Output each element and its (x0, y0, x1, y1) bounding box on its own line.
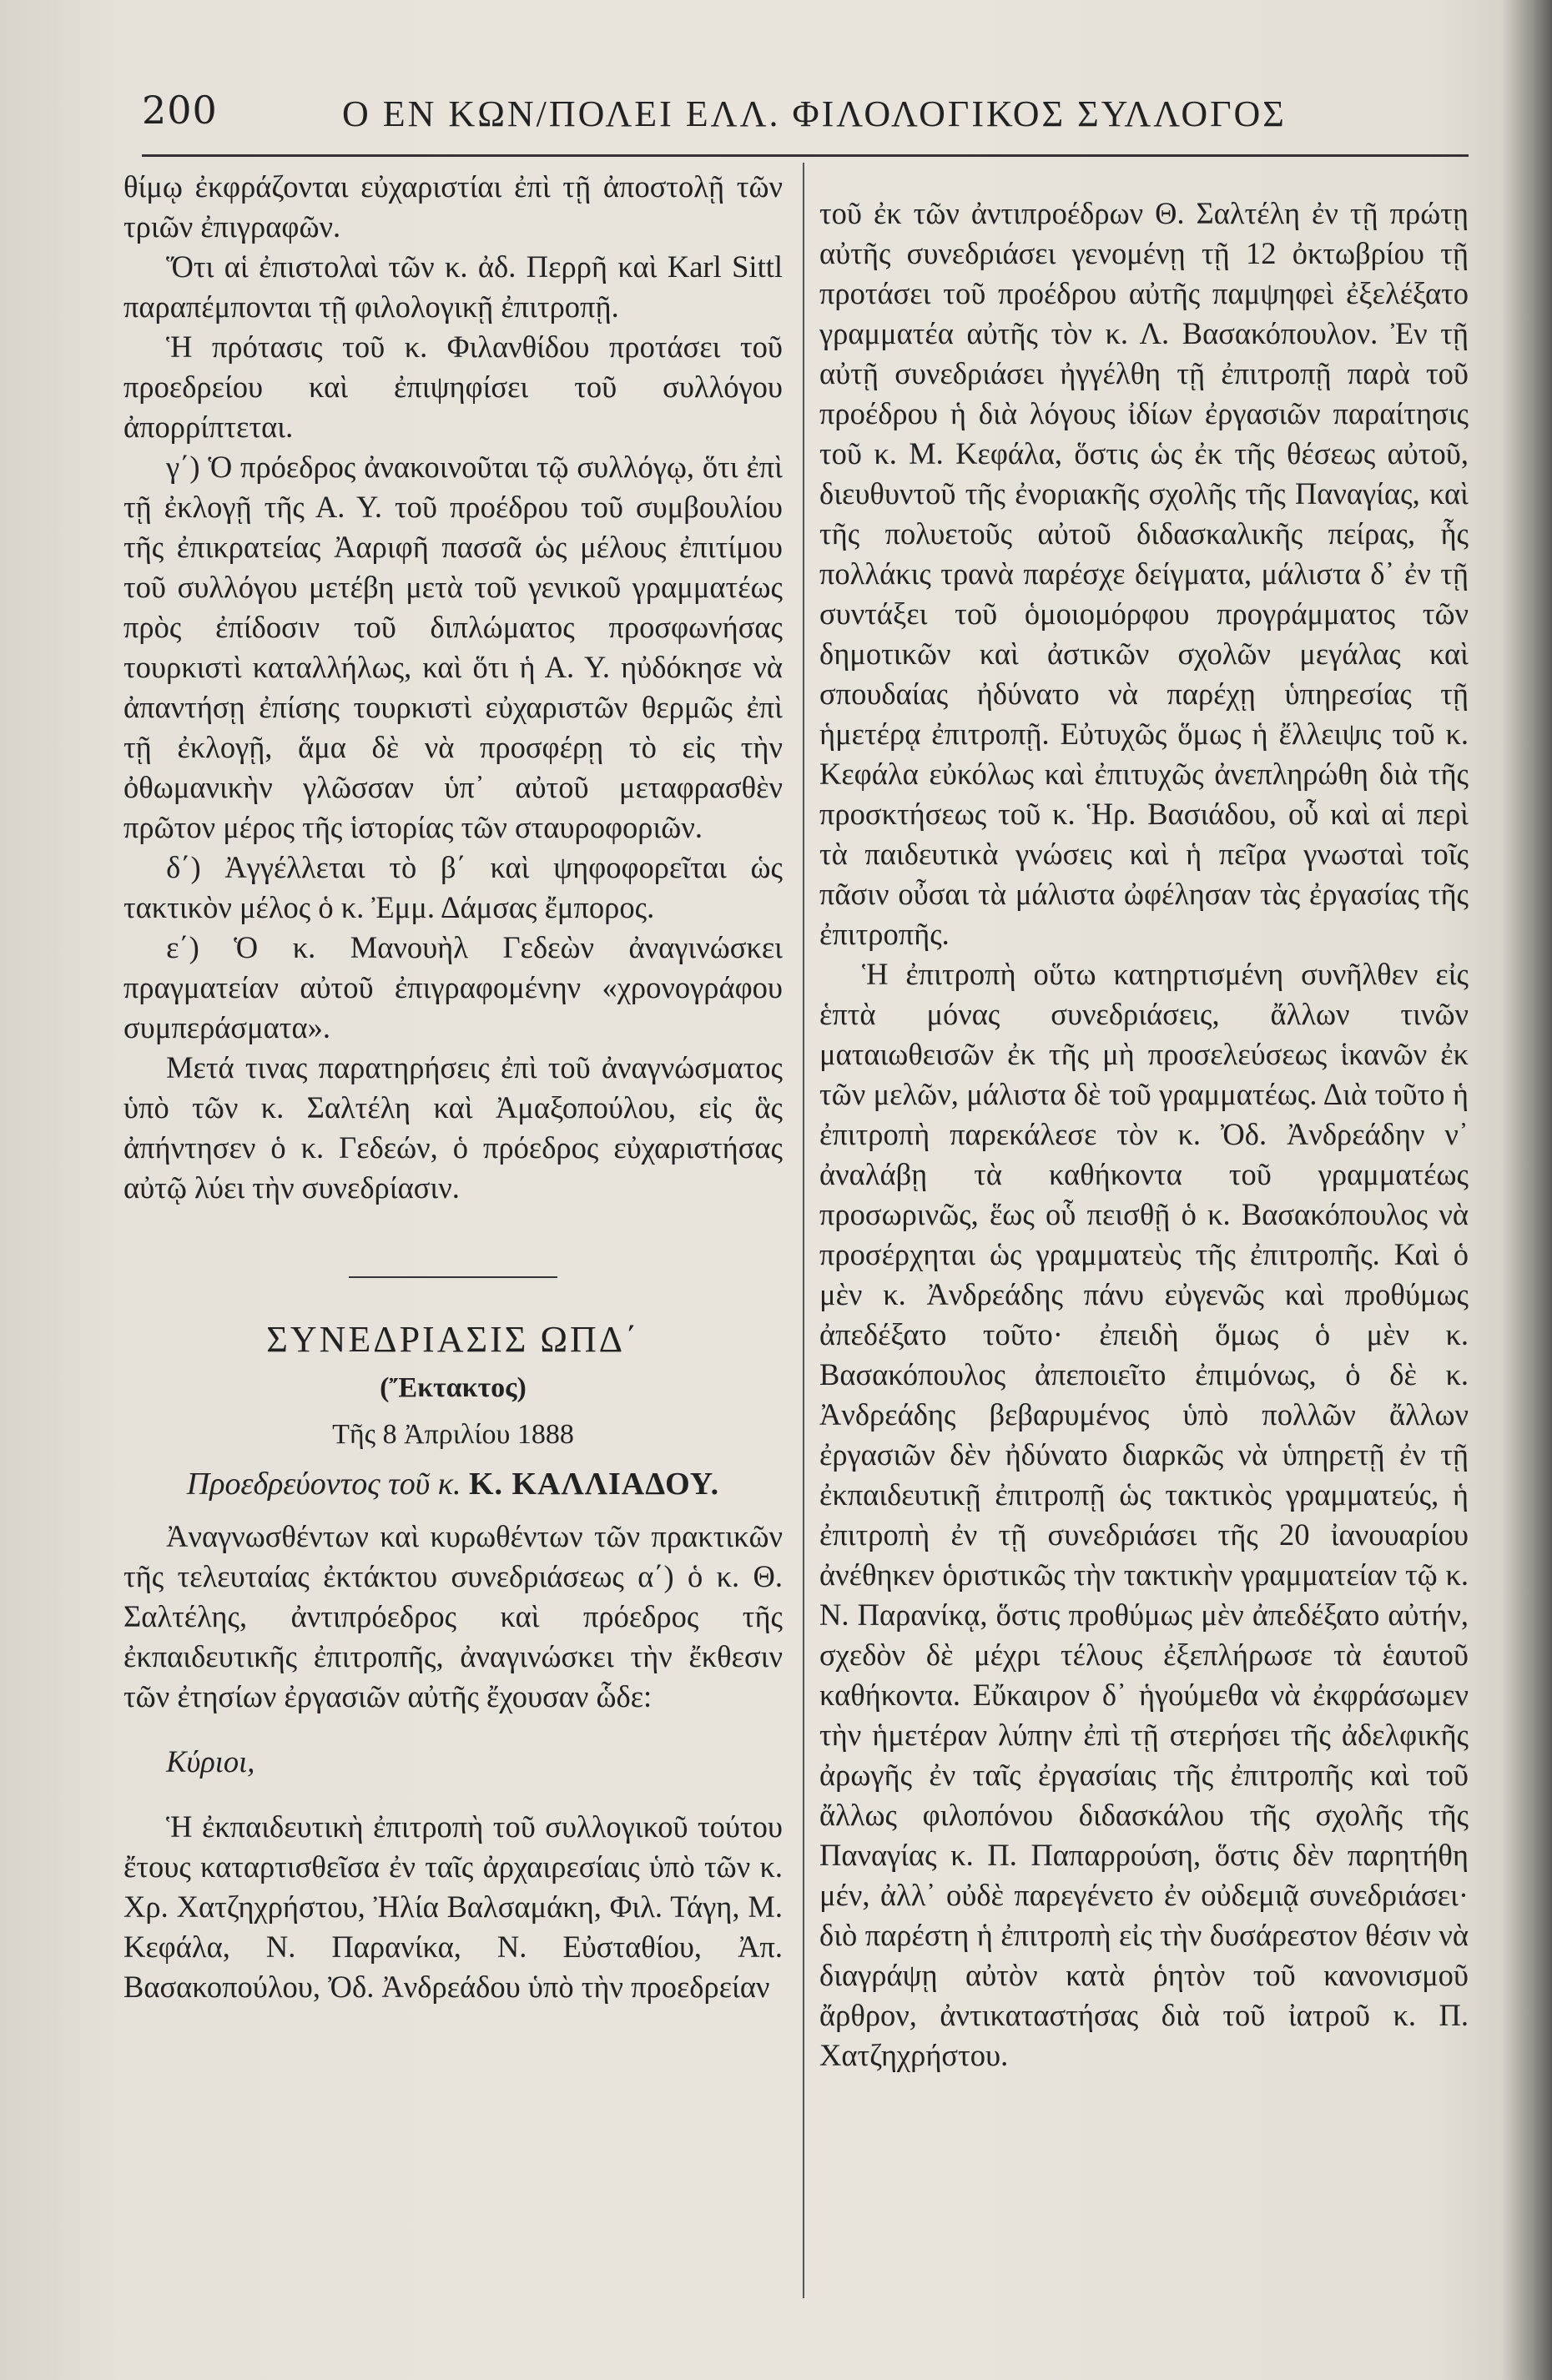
page-header (142, 88, 1460, 146)
paragraph: γ΄) Ὁ πρόεδρος ἀνακοινοῦται τῷ συλλόγῳ, ὅτι ἐπὶ τῇ ἐκλογῇ τῆς Α. Υ. τοῦ προέδρου τοῦ συμβουλίου τῆς ἐπικρατείας Ἀαριφῆ πασσᾶ ὡς μέλους ἐπιτίμου τοῦ συλλόγου μετέβη μετὰ τοῦ γενικοῦ γραμματέως πρὸς ἐπίδοσιν τοῦ διπλώματος προσφωνήσας τουρκιστὶ καταλλήλως, καὶ ὅτι ἡ Α. Υ. ηὐδόκησε νὰ ἀπαντήσῃ ἐπίσης τουρκιστὶ εὐχαριστῶν θερμῶς ἐπὶ τῇ ἐκλογῇ, ἅμα δὲ νὰ προσφέρῃ τὸ εἰς τὴν ὀθωμανικὴν γλῶσσαν ὑπ᾽ αὐτοῦ μεταφρασθὲν πρῶτον μέρος τῆς ἱστορίας τῶν σταυροφοριῶν. (123, 450, 783, 844)
paragraph: Ὅτι αἱ ἐπιστολαὶ τῶν κ. ἀδ. Περρῆ καὶ Karl Sittl παραπέμπονται τῇ φιλολογικῇ ἐπιτροπῇ. (123, 249, 783, 324)
column-divider (803, 163, 804, 2298)
page-number: 200 (142, 88, 218, 133)
chair-name: Κ. ΚΑΛΛΙΑΔΟΥ. (468, 1467, 720, 1502)
paragraph: Μετά τινας παρατηρήσεις ἐπὶ τοῦ ἀναγνώσματος ὑπὸ τῶν κ. Σαλτέλη καὶ Ἀμαξοπούλου, εἰς ἃς ἀπήντησεν ὁ κ. Γεδεών, ὁ πρόεδρος εὐχαριστήσας αὐτῷ λύει τὴν συνεδρίασιν. (123, 1050, 783, 1205)
paragraph: θίμῳ ἐκφράζονται εὐχαριστίαι ἐπὶ τῇ ἀποστολῇ τῶν τριῶν ἐπιγραφῶν. (123, 169, 783, 244)
section-chair (123, 1458, 783, 1510)
salutation: Κύριοι, (166, 1744, 255, 1779)
section-subtitle: (Ἔκτακτος) (380, 1372, 527, 1403)
header-rule (142, 154, 1469, 157)
paragraph: Ἡ πρότασις τοῦ κ. Φιλανθίδου προτάσει τοῦ προεδρείου καὶ ἐπιψηφίσει τοῦ συλλόγου ἀπορρίπτεται. (123, 330, 783, 444)
paragraph: Ἡ ἐκπαιδευτικὴ ἐπιτροπὴ τοῦ συλλογικοῦ τούτου ἔτους καταρτισθεῖσα ἐν ταῖς ἀρχαιρεσίαις ὑπὸ τῶν κ. Χρ. Χατζηχρήστου, Ἠλία Βαλσαμάκη, Φιλ. Τάγη, Μ. Κεφάλα, Ν. Παρανίκα, Ν. Εὐσταθίου, Ἀπ. Βασακοπούλου, Ὀδ. Ἀνδρεάδου ὑπὸ τὴν προεδρείαν (123, 1809, 783, 2004)
paragraph: Ἡ ἐπιτροπὴ οὕτω κατηρτισμένη συνῆλθεν εἰς ἑπτὰ μόνας συνεδριάσεις, ἄλλων τινῶν ματαιωθεισῶν ἐκ τῆς μὴ προσελεύσεως ἱκανῶν ἐκ τῶν μελῶν, μάλιστα δὲ τοῦ γραμματέως. Διὰ τοῦτο ἡ ἐπιτροπὴ παρεκάλεσε τὸν κ. Ὀδ. Ἀνδρεάδην ν᾽ ἀναλάβῃ τὰ καθήκοντα τοῦ γραμματέως προσωρινῶς, ἕως οὗ πεισθῇ ὁ κ. Βασακόπουλος νὰ προσέρχηται ὡς γραμματεὺς τῆς ἐπιτροπῆς. Καὶ ὁ μὲν κ. Ἀνδρεάδης πάνυ εὐγενῶς καὶ προθύμως ἀπεδέξατο τοῦτο· ἐπειδὴ ὅμως ὁ μὲν κ. Βασακόπουλος ἀπεποιεῖτο ἐπιμόνως, ὁ δὲ κ. Ἀνδρεάδης βεβαρυμένος ὑπὸ πολλῶν ἄλλων ἐργασιῶν δὲν ἠδύνατο διαρκῶς νὰ ὑπηρετῇ ἐν τῇ ἐκπαιδευτικῇ ἐπιτροπῇ ὡς τακτικὸς γραμματεύς, ἡ ἐπιτροπὴ ἐν τῇ συνεδριάσει τῆς 20 ἰανουαρίου ἀνέθηκεν ὁριστικῶς τὴν τακτικὴν γραμματείαν τῷ κ. Ν. Παρανίκᾳ, ὅστις προθύμως μὲν ἀπεδέξατο αὐτήν, σχεδὸν δὲ μέχρι τέλους ἐξεπλήρωσε τὰ ἑαυτοῦ καθήκοντα. Εὔκαιρον δ᾽ ἡγούμεθα νὰ ἐκφράσωμεν τὴν ἡμετέραν λύπην ἐπὶ τῇ στερήσει τῆς ἀδελφικῆς ἀρωγῆς ἐν ταῖς ἐργασίαις τῆς ἐπιτροπῆς καὶ τοῦ ἄλλως φιλοπόνου διδασκάλου τῆς σχολῆς τῆς Παναγίας κ. Π. Παπαρρούση, ὅστις δὲν παρητήθη μέν, ἀλλ᾽ οὐδὲ παρεγένετο ἐν οὐδεμιᾷ συνεδριάσει· διὸ παρέστη ἡ ἐπιτροπὴ εἰς τὴν δυσάρεστον θέσιν νὰ διαγράψῃ αὐτὸν κατὰ ῥητὸν τοῦ κανονισμοῦ ἄρθρον, ἀντικαταστήσας διὰ τοῦ ἰατροῦ κ. Π. Χατζηχρήστου. (819, 957, 1469, 2072)
paragraph: τοῦ ἐκ τῶν ἀντιπροέδρων Θ. Σαλτέλη ἐν τῇ πρώτῃ αὐτῆς συνεδριάσει γενομένῃ τῇ 12 ὀκτωβρίου τῇ προτάσει τοῦ προέδρου αὐτῆς παμψηφεὶ ἐξελέξατο γραμματέα αὐτῆς τὸν κ. Λ. Βασακόπουλον. Ἐν τῇ αὐτῇ συνεδριάσει ἠγγέλθη τῇ ἐπιτροπῇ παρὰ τοῦ προέδρου ἡ διὰ λόγους ἰδίων ἐργασιῶν παραίτησις τοῦ κ. Μ. Κεφάλα, ὅστις ὡς ἐκ τῆς θέσεως αὐτοῦ, διευθυντοῦ τῆς ἐνοριακῆς σχολῆς τῆς Παναγίας, καὶ τῆς πολυετοῦς αὐτοῦ διδασκαλικῆς πείρας, ἧς πολλάκις τρανὰ παρέσχε δείγματα, μάλιστα δ᾽ ἐν τῇ συντάξει τοῦ ὁμοιομόρφου προγράμματος τῶν δημοτικῶν καὶ ἀστικῶν σχολῶν μεγάλας καὶ σπουδαίας ἠδύνατο νὰ παρέχῃ ὑπηρεσίας τῇ ἡμετέρᾳ ἐπιτροπῇ. Εὐτυχῶς ὅμως ἡ ἔλλειψις τοῦ κ. Κεφάλα εὐκόλως καὶ ἐπιτυχῶς ἀνεπληρώθη διὰ τῆς προσκτήσεως τοῦ κ. Ἡρ. Βασιάδου, οὗ καὶ αἱ περὶ τὰ παιδευτικὰ γνώσεις καὶ ἡ πεῖρα γνωσταὶ τοῖς πᾶσιν οὖσαι τὰ μάλιστα ὠφέλησαν τὰς ἐργασίας τῆς ἐπιτροπῆς. (819, 196, 1469, 951)
page-edge-shadow (1502, 0, 1552, 2380)
running-head: Ο ΕΝ ΚΩΝ/ΠΟΛΕΙ ΕΛΛ. ΦΙΛΟΛΟΓΙΚΟΣ ΣΥΛΛΟΓΟΣ (342, 93, 1287, 134)
section-date: Τῆς 8 Ἀπριλίου 1888 (332, 1419, 574, 1450)
left-column (123, 167, 783, 2007)
section-rule (349, 1276, 557, 1278)
chair-prefix: Προεδρεύοντος τοῦ κ. (186, 1467, 461, 1502)
section-title: ΣΥΝΕΔΡΙΑΣΙΣ ΩΠΔ΄ (266, 1319, 640, 1360)
right-column (819, 194, 1469, 2076)
paragraph: δ΄) Ἀγγέλλεται τὸ β΄ καὶ ψηφοφορεῖται ὡς τακτικὸν μέλος ὁ κ. Ἐμμ. Δάμσας ἔμπορος. (123, 850, 783, 924)
paragraph: Ἀναγνωσθέντων καὶ κυρωθέντων τῶν πρακτικῶν τῆς τελευταίας ἐκτάκτου συνεδριάσεως α΄) ὁ κ. Θ. Σαλτέλης, ἀντιπρόεδρος καὶ πρόεδρος τῆς ἐκπαιδευτικῆς ἐπιτροπῆς, ἀναγινώσκει τὴν ἔκθεσιν τῶν ἐτησίων ἐργασιῶν αὐτῆς ἔχουσαν ὧδε: (123, 1519, 783, 1713)
paragraph: ε΄) Ὁ κ. Μανουὴλ Γεδεὼν ἀναγινώσκει πραγματείαν αὐτοῦ ἐπιγραφομένην «χρονογράφου συμπεράσματα». (123, 930, 783, 1044)
